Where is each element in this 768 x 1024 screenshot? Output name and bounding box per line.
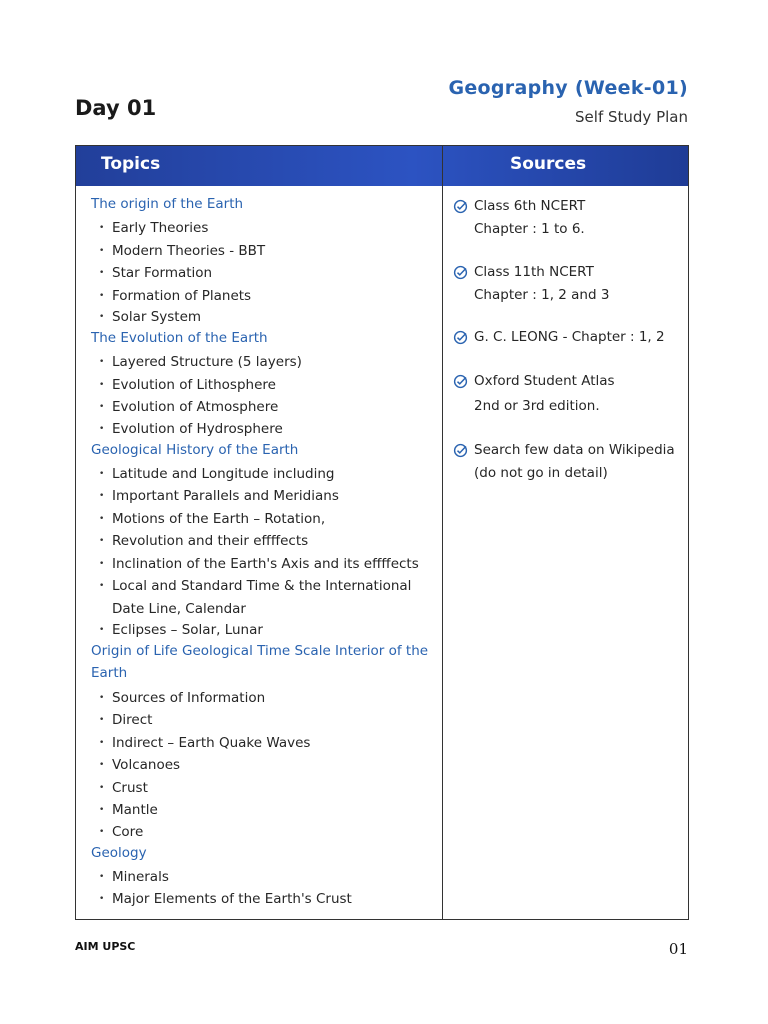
topic-item: • Indirect – Earth Quake Waves — [91, 732, 436, 755]
footer-brand: AIM UPSC — [75, 940, 136, 953]
source-item — [453, 439, 688, 485]
topic-item: • Modern Theories - BBT — [91, 240, 436, 263]
topic-section — [91, 327, 436, 439]
source-line: Chapter : 1 to 6. — [474, 221, 585, 237]
topic-section — [91, 640, 436, 842]
topic-item: • Important Parallels and Meridians — [91, 485, 436, 508]
topic-item: • Motions of the Earth – Rotation, — [91, 508, 436, 531]
section-title: The Evolution of the Earth — [91, 330, 268, 346]
topic-item: • Major Elements of the Earth's Crust — [91, 888, 436, 911]
section-title: Origin of Life Geological Time Scale Interior of the Earth — [91, 642, 429, 681]
topic-item: • Evolution of Hydrosphere — [91, 419, 436, 439]
source-item — [453, 326, 688, 349]
source-item — [453, 195, 688, 241]
topic-item: • Eclipses – Solar, Lunar — [91, 620, 436, 640]
check-circle-icon — [453, 199, 468, 214]
day-title: Day 01 — [75, 96, 157, 120]
topic-item: • Direct — [91, 709, 436, 732]
subject-title: Geography (Week-01) — [448, 77, 688, 99]
sources-column-header: Sources — [510, 154, 587, 174]
source-item — [453, 261, 688, 307]
topic-section — [91, 842, 436, 911]
check-circle-icon — [453, 265, 468, 280]
source-line: Class 11th NCERT — [474, 264, 594, 280]
column-divider — [442, 146, 443, 919]
table-header — [76, 146, 688, 186]
check-circle-icon — [453, 443, 468, 458]
page-number: 01 — [668, 940, 688, 958]
source-line: 2nd or 3rd edition. — [474, 398, 600, 414]
source-line: Oxford Student Atlas — [474, 373, 615, 389]
topic-item: • Minerals — [91, 866, 436, 889]
topic-item: • Formation of Planets — [91, 285, 436, 308]
topics-column-header: Topics — [101, 154, 161, 174]
topic-item: • Evolution of Atmosphere — [91, 396, 436, 419]
topics-column — [91, 193, 436, 911]
topic-item: • Early Theories — [91, 217, 436, 240]
topic-item: • Layered Structure (5 layers) — [91, 351, 436, 374]
topic-item: • Sources of Information — [91, 687, 436, 710]
topic-item: • Inclination of the Earth's Axis and its effffects — [91, 553, 436, 576]
check-circle-icon — [453, 374, 468, 389]
topic-item: • Latitude and Longitude including — [91, 463, 436, 486]
plan-subtitle: Self Study Plan — [575, 108, 688, 126]
topic-item-continuation: Date Line, Calendar — [112, 600, 246, 617]
topic-item: • Core — [91, 822, 436, 842]
topic-item: • Revolution and their effffects — [91, 530, 436, 553]
topic-item: • Volcanoes — [91, 754, 436, 777]
topic-item: • Mantle — [91, 799, 436, 822]
topic-section — [91, 439, 436, 640]
source-item — [453, 370, 688, 418]
topic-item: • Local and Standard Time & the International — [91, 575, 436, 598]
source-line: Search few data on Wikipedia — [474, 442, 675, 458]
section-title: Geology — [91, 844, 147, 861]
sources-column — [453, 193, 688, 485]
source-line: (do not go in detail) — [474, 465, 608, 481]
source-line: G. C. LEONG - Chapter : 1, 2 — [474, 329, 665, 345]
topic-section — [91, 193, 436, 327]
topic-item: • Star Formation — [91, 262, 436, 285]
study-plan-table — [75, 145, 689, 920]
check-circle-icon — [453, 330, 468, 345]
source-line: Chapter : 1, 2 and 3 — [474, 287, 610, 303]
topic-item: • Crust — [91, 777, 436, 800]
source-line: Class 6th NCERT — [474, 198, 586, 214]
topic-item: • Solar System — [91, 307, 436, 327]
topic-item: • Evolution of Lithosphere — [91, 374, 436, 397]
section-title: The origin of the Earth — [91, 196, 244, 212]
section-title: Geological History of the Earth — [91, 441, 299, 458]
